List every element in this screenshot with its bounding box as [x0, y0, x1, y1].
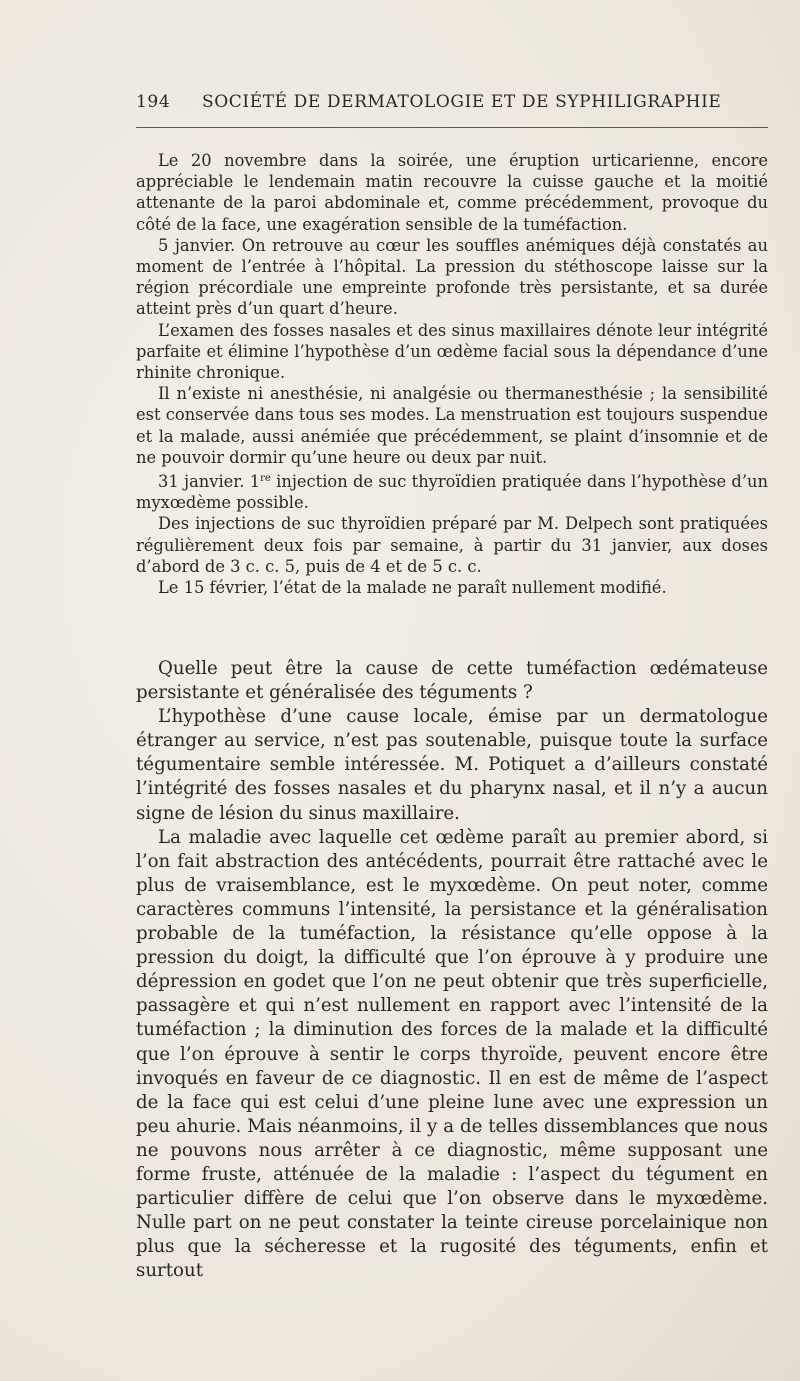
paragraph	[136, 468, 768, 513]
ordinal-superscript: re	[260, 473, 271, 485]
paragraph: Quelle peut être la cause de cette tuméfaction œdémateuse persistante et généralisée des téguments ?	[136, 658, 768, 704]
discussion-text	[136, 657, 768, 1283]
running-title: SOCIÉTÉ DE DERMATOLOGIE ET DE SYPHILIGRAPHIE	[202, 92, 722, 112]
paragraph: 5 janvier. On retrouve au cœur les souffles anémiques déjà constatés au moment de l’entrée à l’hôpital. La pression du stéthoscope laisse sur la région précordiale une empreinte profonde très persistante, et sa durée atteint près d’un quart d’heure.	[136, 235, 768, 319]
paragraph: L’examen des fosses nasales et des sinus maxillaires dénote leur intégrité parfaite et élimine l’hypothèse d’un œdème facial sous la dépendance d’une rhinite chronique.	[136, 320, 768, 383]
page-number: 194	[136, 92, 171, 112]
paragraph: La maladie avec laquelle cet œdème paraît au premier abord, si l’on fait abstraction des antécédents, pourrait être rattaché avec le plus de vraisemblance, est le myxœdème. On peut noter, comme caractères communs l’intensité, la persistance et la généralisation probable de la tuméfaction, la résistance qu’elle oppose à la pression du doigt, la difficulté que l’on éprouve à y produire une dépression en godet que l’on ne peut obtenir que très superficielle, passagère et qui n’est nullement en rapport avec l’intensité de la tuméfaction ; la diminution des forces de la malade et la difficulté que l’on éprouve à sentir le corps thyroïde, peuvent encore être invoqués en faveur de ce diagnostic. Il en est de même de l’aspect de la face qui est celui d’une pleine lune avec une expression un peu ahurie. Mais néanmoins, il y a de telles dissemblances que nous ne pouvons nous arrêter à ce diagnostic, même supposant une forme fruste, atténuée de la maladie : l’aspect du tégument en particulier diffère de celui que l’on observe dans le myxœdème. Nulle part on ne peut constater la teinte cireuse porcelainique non plus que la sécheresse et la rugosité des téguments, enfin et surtout	[136, 826, 768, 1282]
observation-text	[136, 150, 768, 598]
header-rule	[136, 127, 768, 128]
paragraph: Le 15 février, l’état de la malade ne paraît nullement modifié.	[158, 578, 667, 598]
paragraph: Le 20 novembre dans la soirée, une éruption urticarienne, encore appréciable le lendemain matin recouvre la cuisse gauche et la moitié attenante de la paroi abdominale et, comme précédemment, provoque du côté de la face, une exagération sensible de la tuméfaction.	[136, 151, 768, 234]
paragraph: Il n’existe ni anesthésie, ni analgésie ou thermanesthésie ; la sensibilité est conservée dans tous ses modes. La menstruation est toujours suspendue et la malade, aussi anémiée que précédemment, se plaint d’insomnie et de ne pouvoir dormir qu’une heure ou deux par nuit.	[136, 384, 768, 467]
paragraph-rest: injection de suc thyroïdien pratiquée dans l’hypothèse d’un myxœdème possible.	[136, 472, 768, 513]
running-header	[136, 92, 766, 118]
date-lead: 31 janvier. 1	[158, 472, 261, 492]
paragraph: L’hypothèse d’une cause locale, émise par un dermatologue étranger au service, n’est pas soutenable, puisque toute la surface tégumentaire semble intéressée. M. Potiquet a d’ailleurs constaté l’intégrité des fosses nasales et du pharynx nasal, et il n’y a aucun signe de lésion du sinus maxillaire.	[136, 706, 768, 824]
paragraph: Des injections de suc thyroïdien préparé par M. Delpech sont pratiquées régulièrement deux fois par semaine, à partir du 31 janvier, aux doses d’abord de 3 c. c. 5, puis de 4 et de 5 c. c.	[136, 514, 768, 576]
